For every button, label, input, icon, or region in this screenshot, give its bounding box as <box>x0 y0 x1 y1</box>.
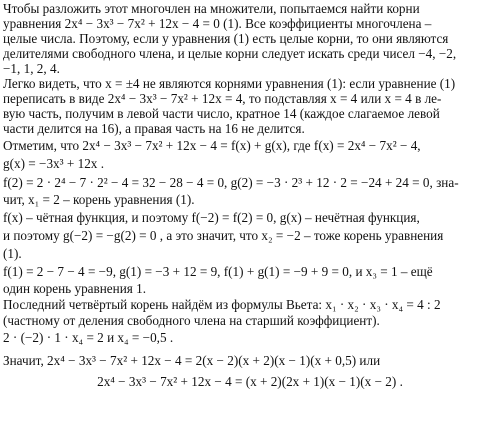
text-line: Чтобы разложить этот многочлен на множители, попытаемся найти корни <box>3 2 420 16</box>
text-line: f(1) = 2 − 7 − 4 = −9, g(1) = −3 + 12 = 9, f(1) + g(1) = −9 + 9 = 0, и x₃ = 1 – ещё <box>3 265 433 279</box>
text-line: g(x) = −3x³ + 12x . <box>3 157 104 171</box>
text-line: Значит, 2x⁴ − 3x³ − 7x² + 12x − 4 = 2(x − 2)(x + 2)(x − 1)(x + 0,5) или <box>3 354 381 368</box>
text-line: (частному от деления свободного члена на старший коэффициент). <box>3 314 380 328</box>
text-line: чит, x₁ = 2 – корень уравнения (1). <box>3 193 195 207</box>
text-line: и поэтому g(−2) = −g(2) = 0 , а это значит, что x₂ = −2 – тоже корень уравнения <box>3 229 444 243</box>
text-line: Отметим, что 2x⁴ − 3x³ − 7x² + 12x − 4 = f(x) + g(x), где f(x) = 2x⁴ − 7x² − 4, <box>3 139 421 153</box>
text-line: (1). <box>3 247 22 261</box>
text-line: переписать в виде 2x⁴ − 3x³ − 7x² + 12x = 4, то подставляя x = 4 или x = 4 в ле- <box>3 92 442 106</box>
text-line: f(x) – чётная функция, и поэтому f(−2) = f(2) = 0, g(x) – нечётная функция, <box>3 211 420 225</box>
text-line: −1, 1, 2, 4. <box>3 62 60 76</box>
text-line: целые числа. Поэтому, если у уравнения (1) есть целые корни, то они являются <box>3 32 449 46</box>
text-line: делителями свободного члена, и целые корни следует искать среди чисел −4, −2, <box>3 47 457 61</box>
text-line: 2x⁴ − 3x³ − 7x² + 12x − 4 = (x + 2)(2x + 1)(x − 1)(x − 2) . <box>97 375 403 389</box>
text-line: Легко видеть, что x = ±4 не являются корнями уравнения (1): если уравнение (1) <box>3 77 456 91</box>
text-line: вую часть, получим в левой части число, кратное 14 (каждое слагаемое левой <box>3 107 440 121</box>
text-line: 2 · (−2) · 1 · x₄ = 2 и x₄ = −0,5 . <box>3 331 174 345</box>
text-line: Последний четвёртый корень найдём из формулы Вьета: x₁ · x₂ · x₃ · x₄ = 4 : 2 <box>3 298 441 312</box>
text-line: части делится на 16), а правая часть на 16 не делится. <box>3 122 305 136</box>
text-line: уравнения 2x⁴ − 3x³ − 7x² + 12x − 4 = 0 (1). Все коэффициенты многочлена – <box>3 17 432 31</box>
text-line: один корень уравнения 1. <box>3 282 147 296</box>
text-line: f(2) = 2 · 2⁴ − 7 · 2² − 4 = 32 − 28 − 4 = 0, g(2) = −3 · 2³ + 12 · 2 = −24 + 24 = 0, зна- <box>3 176 459 190</box>
